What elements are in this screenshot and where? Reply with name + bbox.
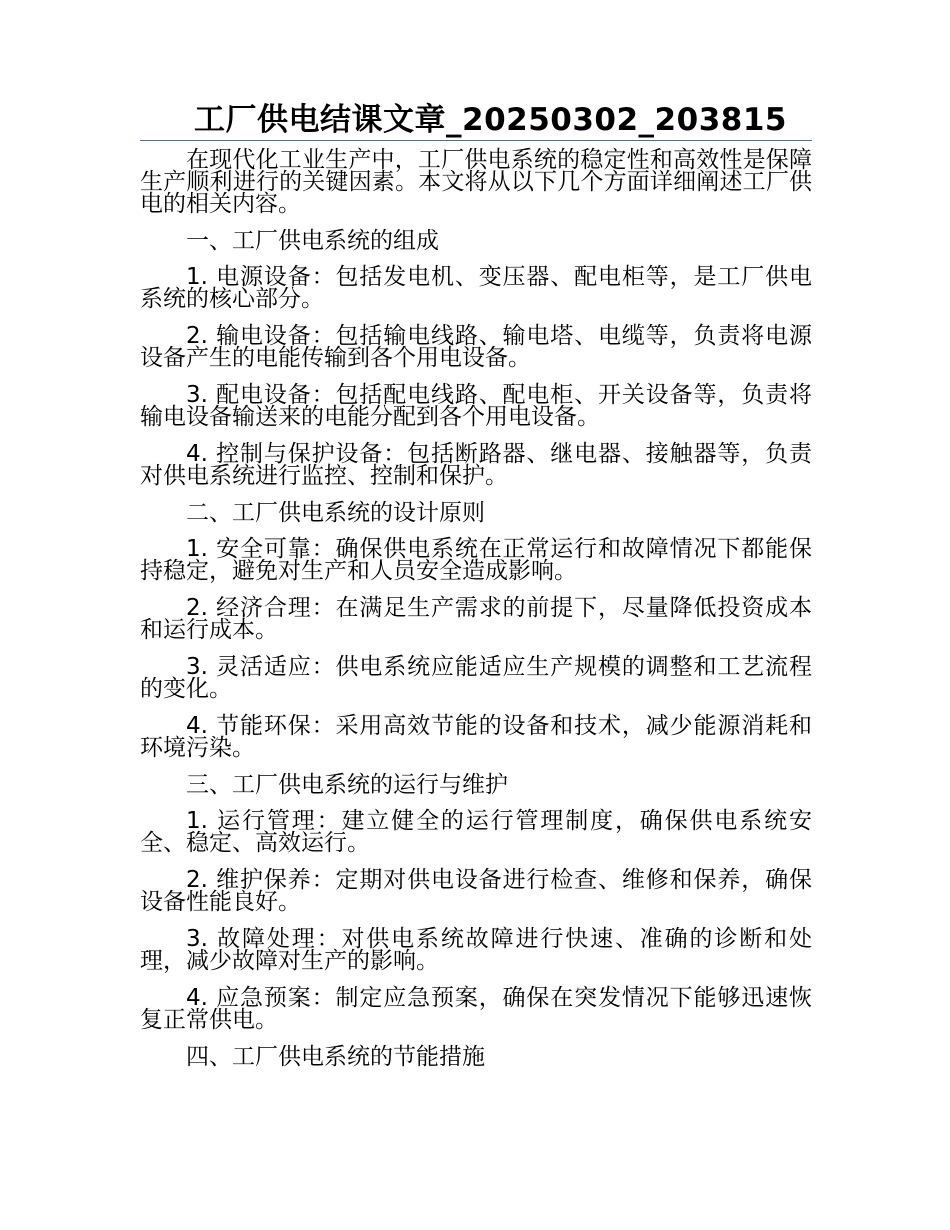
list-item: 1. 电源设备：包括发电机、变压器、配电柜等，是工厂供电系统的核心部分。 <box>140 264 812 312</box>
list-item: 2. 维护保养：定期对供电设备进行检查、维修和保养，确保设备性能良好。 <box>140 867 812 915</box>
list-item: 1. 运行管理：建立健全的运行管理制度，确保供电系统安全、稳定、高效运行。 <box>140 808 812 856</box>
list-item: 3. 故障处理：对供电系统故障进行快速、准确的诊断和处理，减少故障对生产的影响。 <box>140 926 812 974</box>
list-item: 3. 配电设备：包括配电线路、配电柜、开关设备等，负责将输电设备输送来的电能分配到各个用电设备。 <box>140 382 812 430</box>
section-heading: 一、工厂供电系统的组成 <box>186 228 439 254</box>
intro-paragraph: 在现代化工业生产中，工厂供电系统的稳定性和高效性是保障生产顺利进行的关键因素。本文将从以下几个方面详细阐述工厂供电的相关内容。 <box>140 147 812 217</box>
section-heading: 三、工厂供电系统的运行与维护 <box>186 772 508 798</box>
list-item: 1. 安全可靠：确保供电系统在正常运行和故障情况下都能保持稳定，避免对生产和人员安全造成影响。 <box>140 536 812 584</box>
list-item: 2. 输电设备：包括输电线路、输电塔、电缆等，负责将电源设备产生的电能传输到各个用电设备。 <box>140 323 812 371</box>
list-item: 3. 灵活适应：供电系统应能适应生产规模的调整和工艺流程的变化。 <box>140 654 812 702</box>
list-item: 4. 应急预案：制定应急预案，确保在突发情况下能够迅速恢复正常供电。 <box>140 985 812 1033</box>
list-item: 4. 节能环保：采用高效节能的设备和技术，减少能源消耗和环境污染。 <box>140 713 812 761</box>
section-heading: 二、工厂供电系统的设计原则 <box>186 500 485 526</box>
title-underline <box>140 140 812 141</box>
document-title: 工厂供电结课文章_20250302_203815 <box>194 102 787 138</box>
document-body <box>140 149 812 1068</box>
document-page <box>140 100 812 1082</box>
list-item: 2. 经济合理：在满足生产需求的前提下，尽量降低投资成本和运行成本。 <box>140 595 812 643</box>
list-item: 4. 控制与保护设备：包括断路器、继电器、接触器等，负责对供电系统进行监控、控制和保护。 <box>140 441 812 489</box>
section-heading: 四、工厂供电系统的节能措施 <box>186 1044 485 1070</box>
